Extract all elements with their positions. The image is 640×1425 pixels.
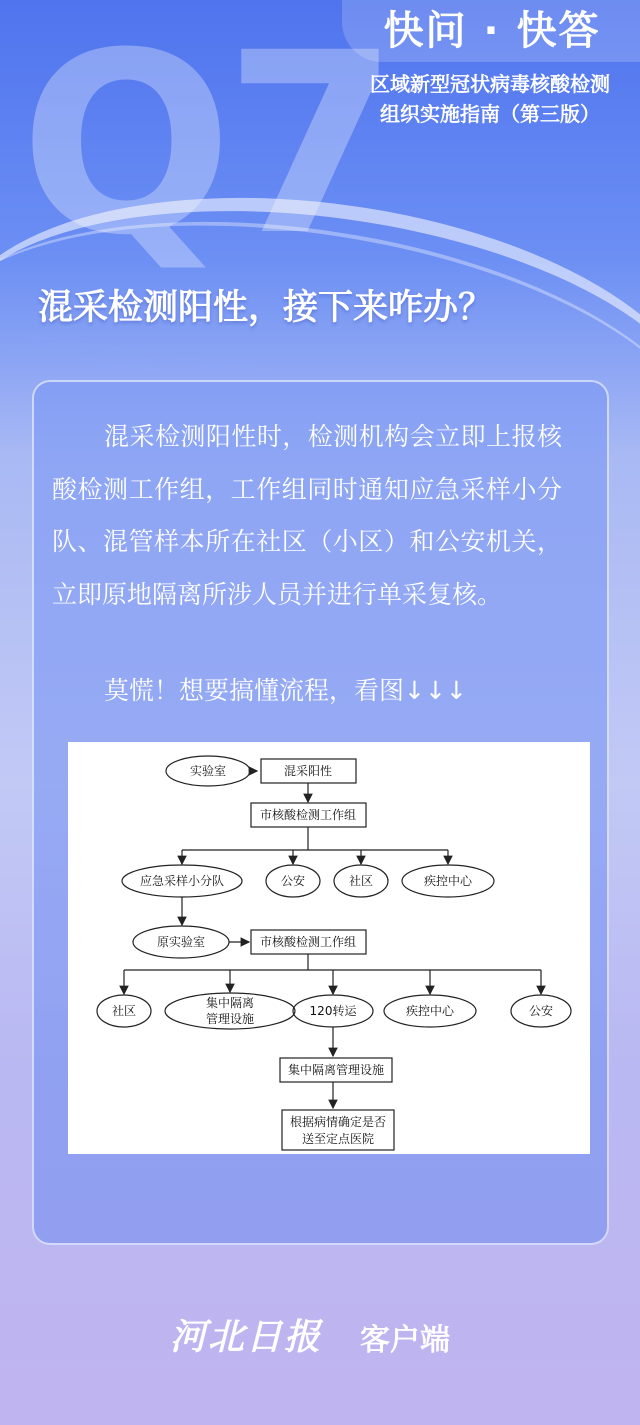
client-label: 客户端 [360, 1323, 450, 1358]
subtitle-line-2: 组织实施指南（第三版） [380, 102, 600, 126]
label-transfer: 120转运 [309, 1004, 357, 1018]
label-isolation-line2: 管理设施 [205, 1012, 255, 1026]
label-city-group-1: 市核酸检测工作组 [259, 808, 357, 822]
answer-paragraph: 混采检测阳性时，检测机构会立即上报核酸检测工作组，工作组同时通知应急采样小分队、混管样本所在社区（小区）和公安机关，立即原地隔离所涉人员并进行单采复核。 [52, 422, 562, 609]
label-lab: 实验室 [189, 764, 227, 778]
hint-paragraph: 莫慌！想要搞懂流程，看图↓↓↓ [104, 676, 467, 705]
subtitle-line-1: 区域新型冠状病毒核酸检测 [370, 72, 610, 96]
label-isolation-line1: 集中隔离 [205, 996, 255, 1010]
flowchart-svg [68, 742, 590, 1154]
label-police-2: 公安 [528, 1004, 554, 1018]
label-police-1: 公安 [280, 874, 306, 888]
label-isolation-facility: 集中隔离管理设施 [287, 1063, 385, 1077]
label-community-2: 社区 [111, 1004, 137, 1018]
label-community-1: 社区 [348, 874, 374, 888]
label-decision-line2: 送至定点医院 [301, 1132, 375, 1146]
label-city-group-2: 市核酸检测工作组 [259, 935, 357, 949]
label-decision-line1: 根据病情确定是否 [289, 1115, 387, 1129]
hebei-daily-logo: 河北日报 [170, 1316, 323, 1358]
label-original-lab: 原实验室 [156, 935, 206, 949]
q7-watermark: Q7 [20, 0, 391, 290]
label-cdc-1: 疾控中心 [423, 874, 473, 888]
label-emergency-team: 应急采样小分队 [139, 874, 225, 888]
tab-title: 快问 · 快答 [383, 8, 601, 54]
footer-brand [170, 1305, 470, 1365]
label-mixed-positive: 混采阳性 [283, 764, 333, 778]
flowchart [68, 742, 590, 1154]
label-cdc-2: 疾控中心 [405, 1004, 455, 1018]
question-headline: 混采检测阳性，接下来咋办？ [38, 288, 494, 328]
